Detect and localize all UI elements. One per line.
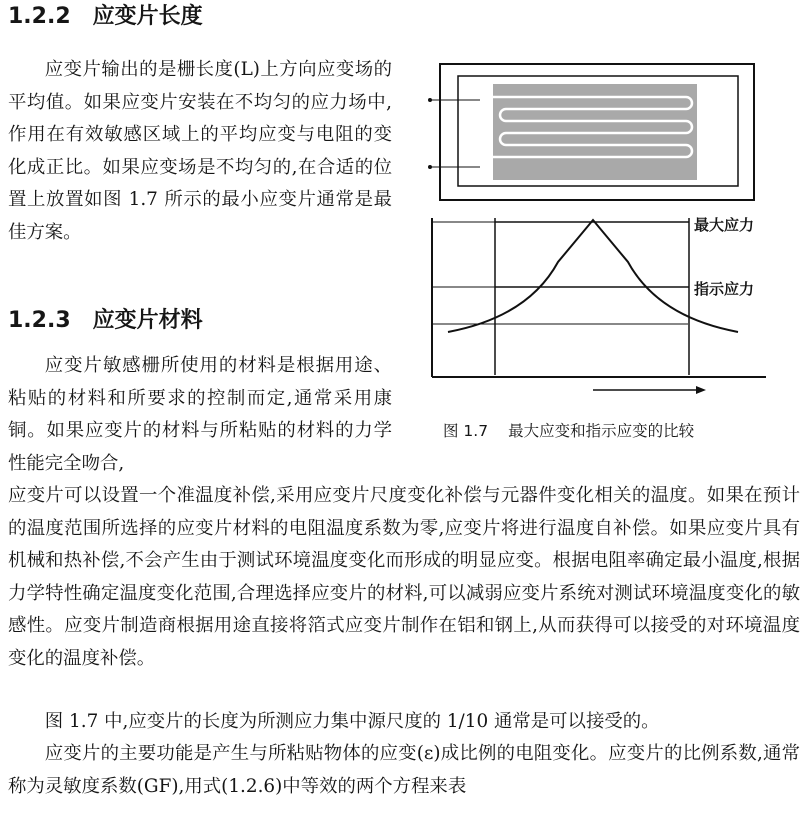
figure-caption (443, 419, 694, 441)
section-heading-1-2-3 (8, 308, 203, 334)
stress-distribution-chart (432, 218, 766, 394)
paragraph-strain-gauge-length: 应变片输出的是栅长度(L)上方向应变场的平均值。如果应变片安装在不均匀的应力场中,作用在有效敏感区域上的平均应变与电阻的变化成正比。如果应变场是不均匀的,在合适的位置上放置如图 1.7 所示的最小应变片通常是最佳方案。 (8, 59, 392, 243)
paragraph-strain-gauge-material-start: 应变片敏感栅所使用的材料是根据用途、粘贴的材料和所要求的控制而定,通常采用康铜。如果应变片的材料与所粘贴的材料的力学性能完全吻合, (8, 355, 392, 474)
section-title: 应变片长度 (92, 4, 203, 29)
section-heading-1-2-2 (8, 4, 203, 30)
stress-curve (448, 220, 738, 332)
figure-number: 图 1.7 (443, 422, 489, 440)
paragraph-figure-reference: 图 1.7 中,应变片的长度为所测应力集中源尺度的 1/10 通常是可以接受的。 (44, 711, 660, 732)
section-number: 1.2.3 (8, 308, 71, 333)
section-number: 1.2.2 (8, 4, 71, 29)
arrow-right-icon (696, 386, 706, 394)
label-maximum-stress: 最大应力 (694, 216, 755, 234)
paragraph-gauge-factor: 应变片的主要功能是产生与所粘贴物体的应变(ε)成比例的电阻变化。应变片的比例系数,通常称为灵敏度系数(GF),用式(1.2.6)中等效的两个方程来表 (8, 743, 800, 797)
strain-gauge-drawing (428, 64, 754, 200)
figure-1-7 (418, 62, 802, 442)
section-title: 应变片材料 (92, 308, 203, 333)
label-indicated-stress: 指示应力 (694, 280, 755, 298)
figure-caption-text: 最大应变和指示应变的比较 (508, 422, 695, 440)
paragraph-strain-gauge-material-cont: 应变片可以设置一个准温度补偿,采用应变片尺度变化补偿与元器件变化相关的温度。如果在预计的温度范围所选择的应变片材料的电阻温度系数为零,应变片将进行温度自补偿。如果应变片具有机械和热补偿,不会产生由于测试环境温度变化而形成的明显应变。根据电阻率确定最小温度,根据力学特性确定温度变化范围,合理选择应变片的材料,可以减弱应变片系统对测试环境温度变化的敏感性。应变片制造商根据用途直接将箔式应变片制作在铝和钢上,从而获得可以接受的对环境温度变化的温度补偿。 (8, 485, 800, 669)
strain-comparison-figure (418, 62, 802, 442)
